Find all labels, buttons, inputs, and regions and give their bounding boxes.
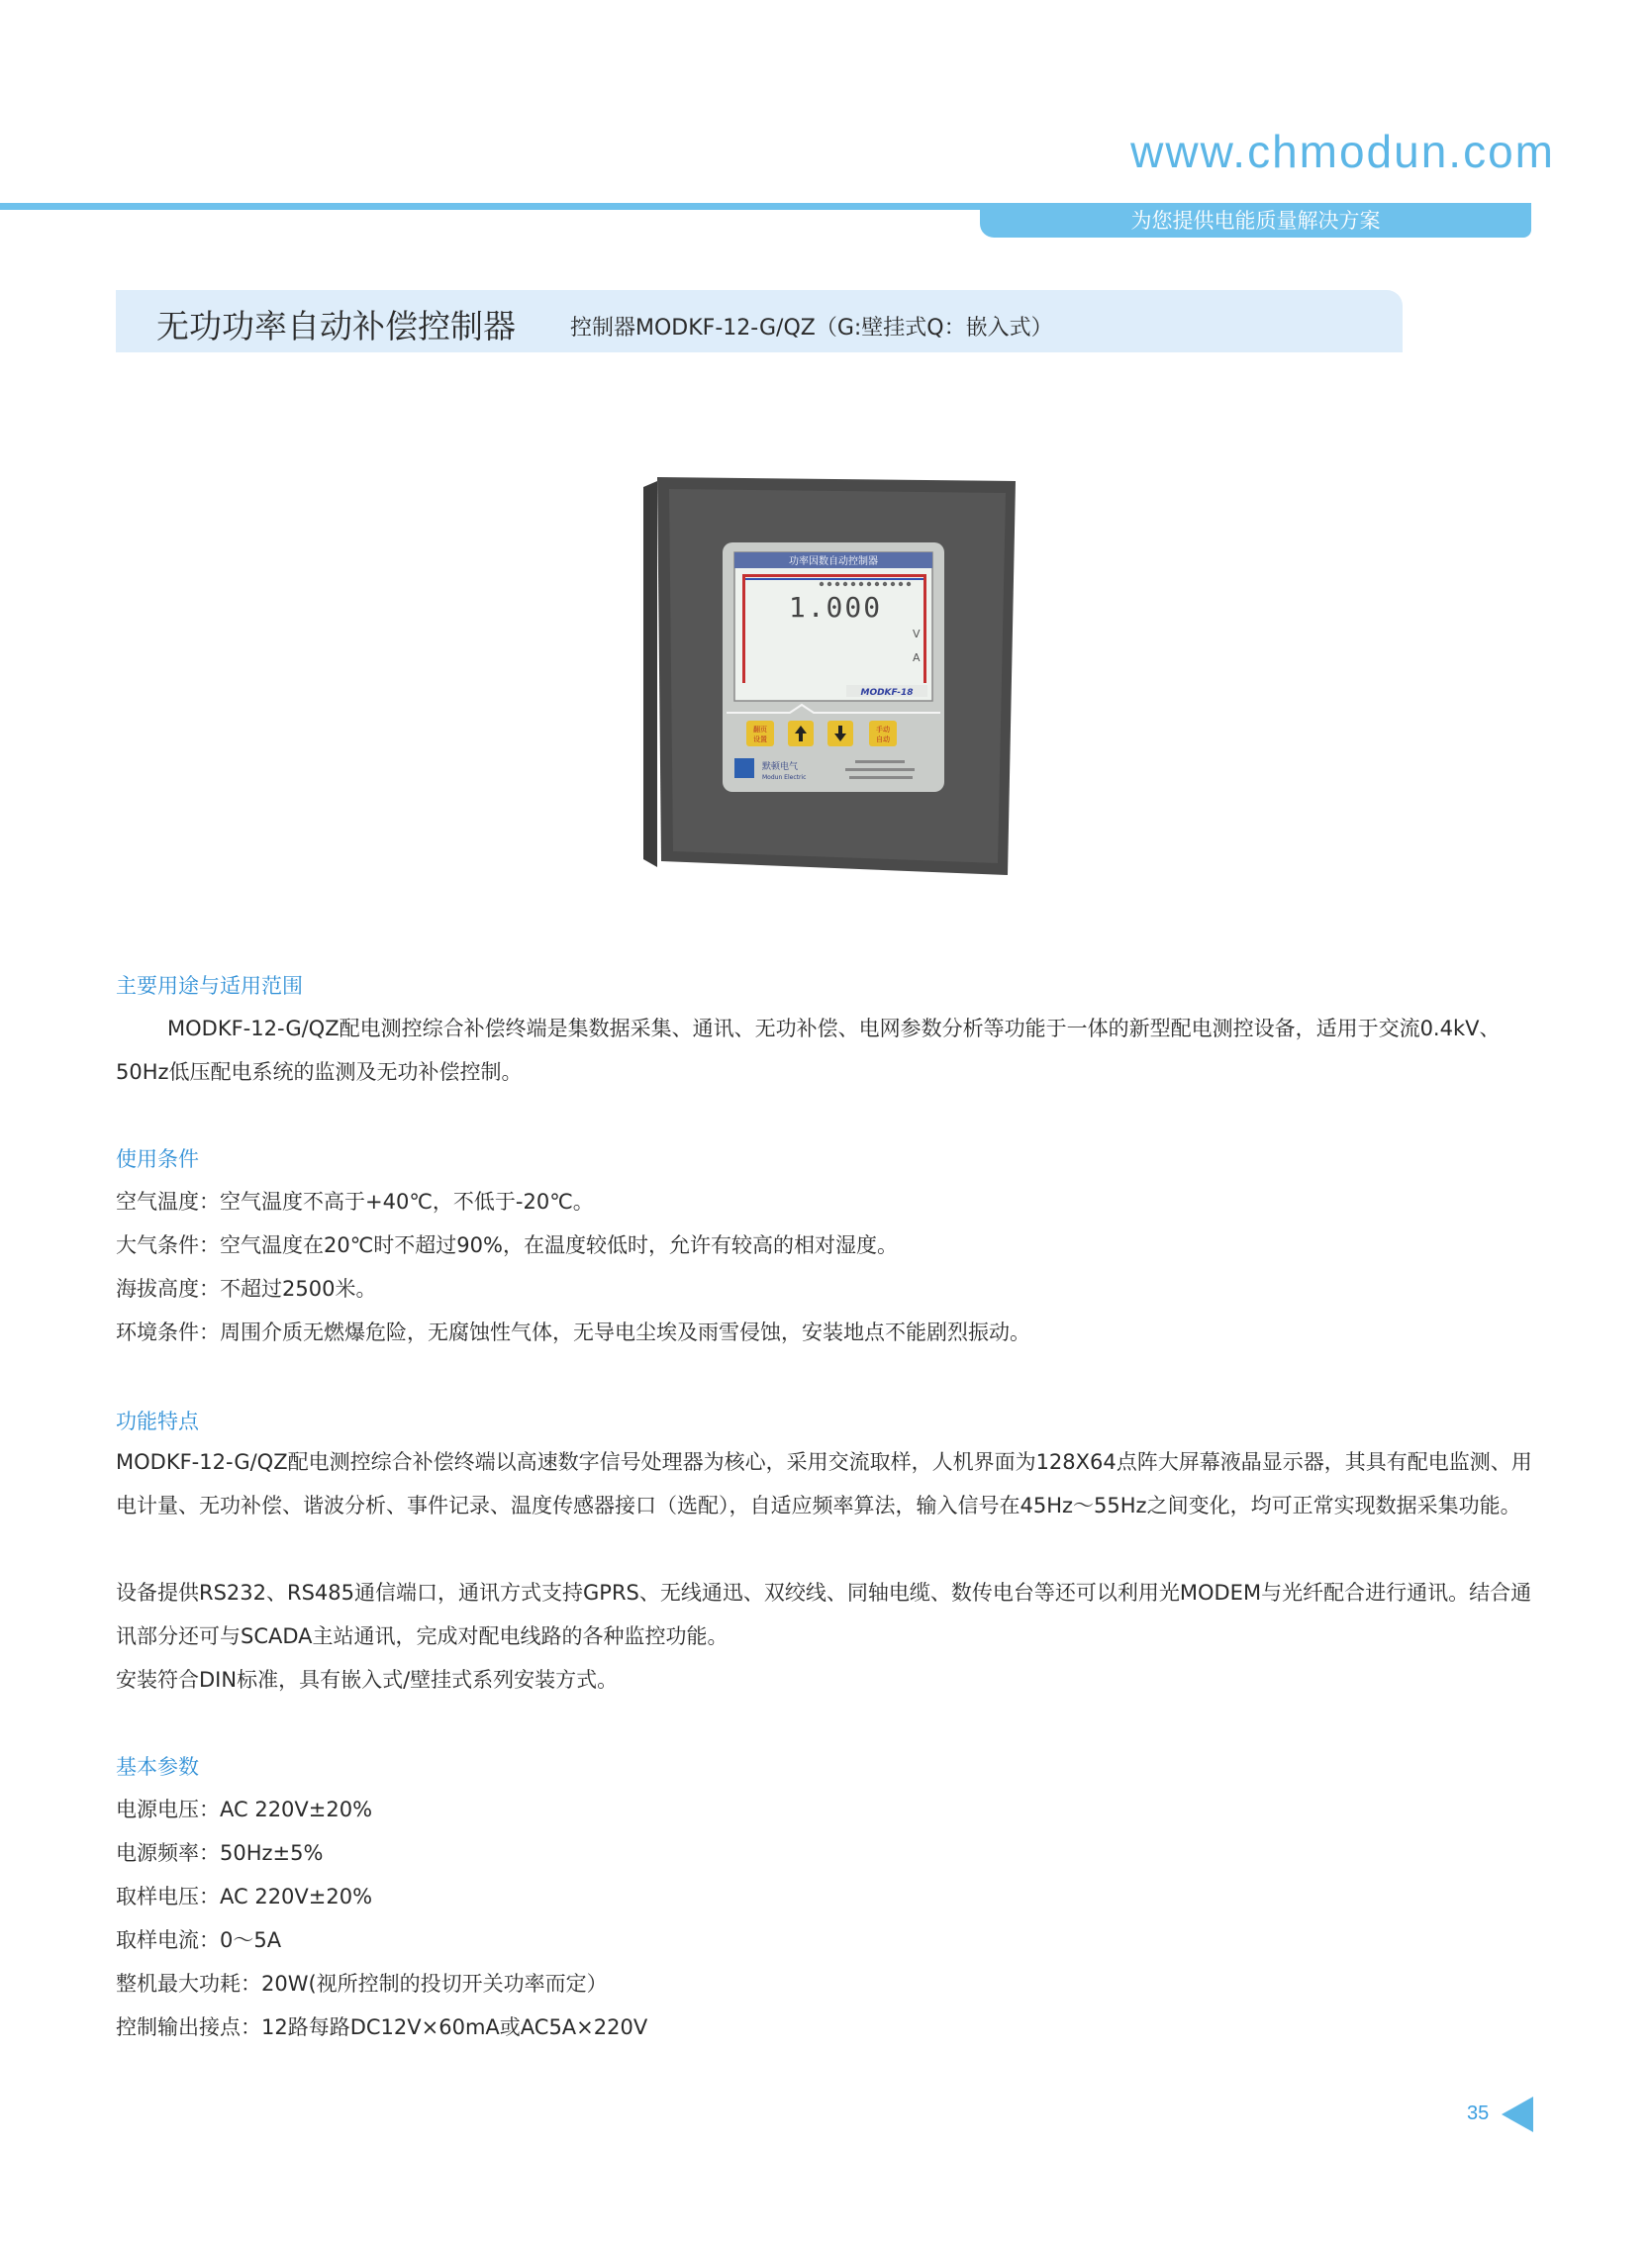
- param-line: 整机最大功耗：20W(视所控制的投切开关功率而定）: [116, 1972, 608, 1996]
- page-arrow-icon: [1502, 2097, 1533, 2132]
- features-paragraph-1: MODKF-12-G/QZ配电测控综合补偿终端以高速数字信号处理器为核心，采用交流取样，人机界面为128X64点阵大屏幕液晶显示器，其具有配电监测、用电计量、无功补偿、谐波分析、事件记录、温度传感器接口（选配），自适应频率算法，输入信号在45Hz～55Hz之间变化，均可正常实现数据采集功能。: [116, 1450, 1532, 1517]
- param-line: 取样电流：0～5A: [116, 1928, 282, 1952]
- device-button-page-line2: 设置: [753, 735, 767, 743]
- section-heading-usage: 主要用途与适用范围: [116, 974, 303, 998]
- product-image: [624, 467, 1020, 883]
- device-button-mode-line2: 自动: [876, 735, 890, 743]
- lcd-model-label: MODKF-18: [860, 688, 914, 698]
- page-title: 无功功率自动补偿控制器: [156, 307, 516, 345]
- param-line: 电源频率：50Hz±5%: [116, 1841, 324, 1865]
- condition-line: 环境条件：周围介质无燃爆危险，无腐蚀性气体，无导电尘埃及雨雪侵蚀，安装地点不能剧烈振动。: [116, 1321, 1030, 1344]
- device-button-mode-line1: 手动: [876, 726, 890, 734]
- lcd-reading: 1.000: [788, 591, 883, 624]
- page-number: 35: [1467, 2103, 1490, 2124]
- param-line: 控制输出接点：12路每路DC12V×60mA或AC5A×220V: [116, 2015, 648, 2039]
- condition-line: 空气温度：空气温度不高于+40℃，不低于-20℃。: [116, 1190, 594, 1214]
- section-heading-params: 基本参数: [116, 1755, 199, 1779]
- device-brand: 默顿电气: [762, 762, 799, 772]
- lcd-title: 功率因数自动控制器: [789, 556, 878, 567]
- section-heading-features: 功能特点: [116, 1410, 199, 1433]
- param-line: 电源电压：AC 220V±20%: [116, 1798, 373, 1821]
- site-url[interactable]: www.chmodun.com: [1130, 126, 1555, 177]
- lcd-unit-v: V: [913, 628, 921, 640]
- lcd-unit-a: A: [913, 651, 921, 664]
- section-heading-conditions: 使用条件: [116, 1147, 199, 1171]
- page-subtitle: 控制器MODKF-12-G/QZ（G:壁挂式Q：嵌入式）: [570, 316, 1053, 341]
- condition-line: 大气条件：空气温度在20℃时不超过90%，在温度较低时，允许有较高的相对湿度。: [116, 1233, 898, 1257]
- features-paragraph-2: 设备提供RS232、RS485通信端口，通讯方式支持GPRS、无线通迅、双绞线、同轴电缆、数传电台等还可以利用光MODEM与光纤配合进行通讯。结合通讯部分还可与SCADA主站通讯，完成对配电线路的各种监控功能。: [116, 1581, 1532, 1648]
- features-paragraph-3: 安装符合DIN标准，具有嵌入式/壁挂式系列安装方式。: [116, 1668, 619, 1692]
- device-button-page-line1: 翻页: [753, 726, 767, 734]
- condition-line: 海拔高度：不超过2500米。: [116, 1277, 377, 1301]
- usage-paragraph: MODKF-12-G/QZ配电测控综合补偿终端是集数据采集、通讯、无功补偿、电网参数分析等功能于一体的新型配电测控设备，适用于交流0.4kV、50Hz低压配电系统的监测及无功补偿控制。: [116, 1017, 1501, 1084]
- device-brand-en: Modun Electric: [762, 774, 807, 781]
- header-tagline: 为您提供电能质量解决方案: [980, 204, 1531, 238]
- param-line: 取样电压：AC 220V±20%: [116, 1885, 373, 1908]
